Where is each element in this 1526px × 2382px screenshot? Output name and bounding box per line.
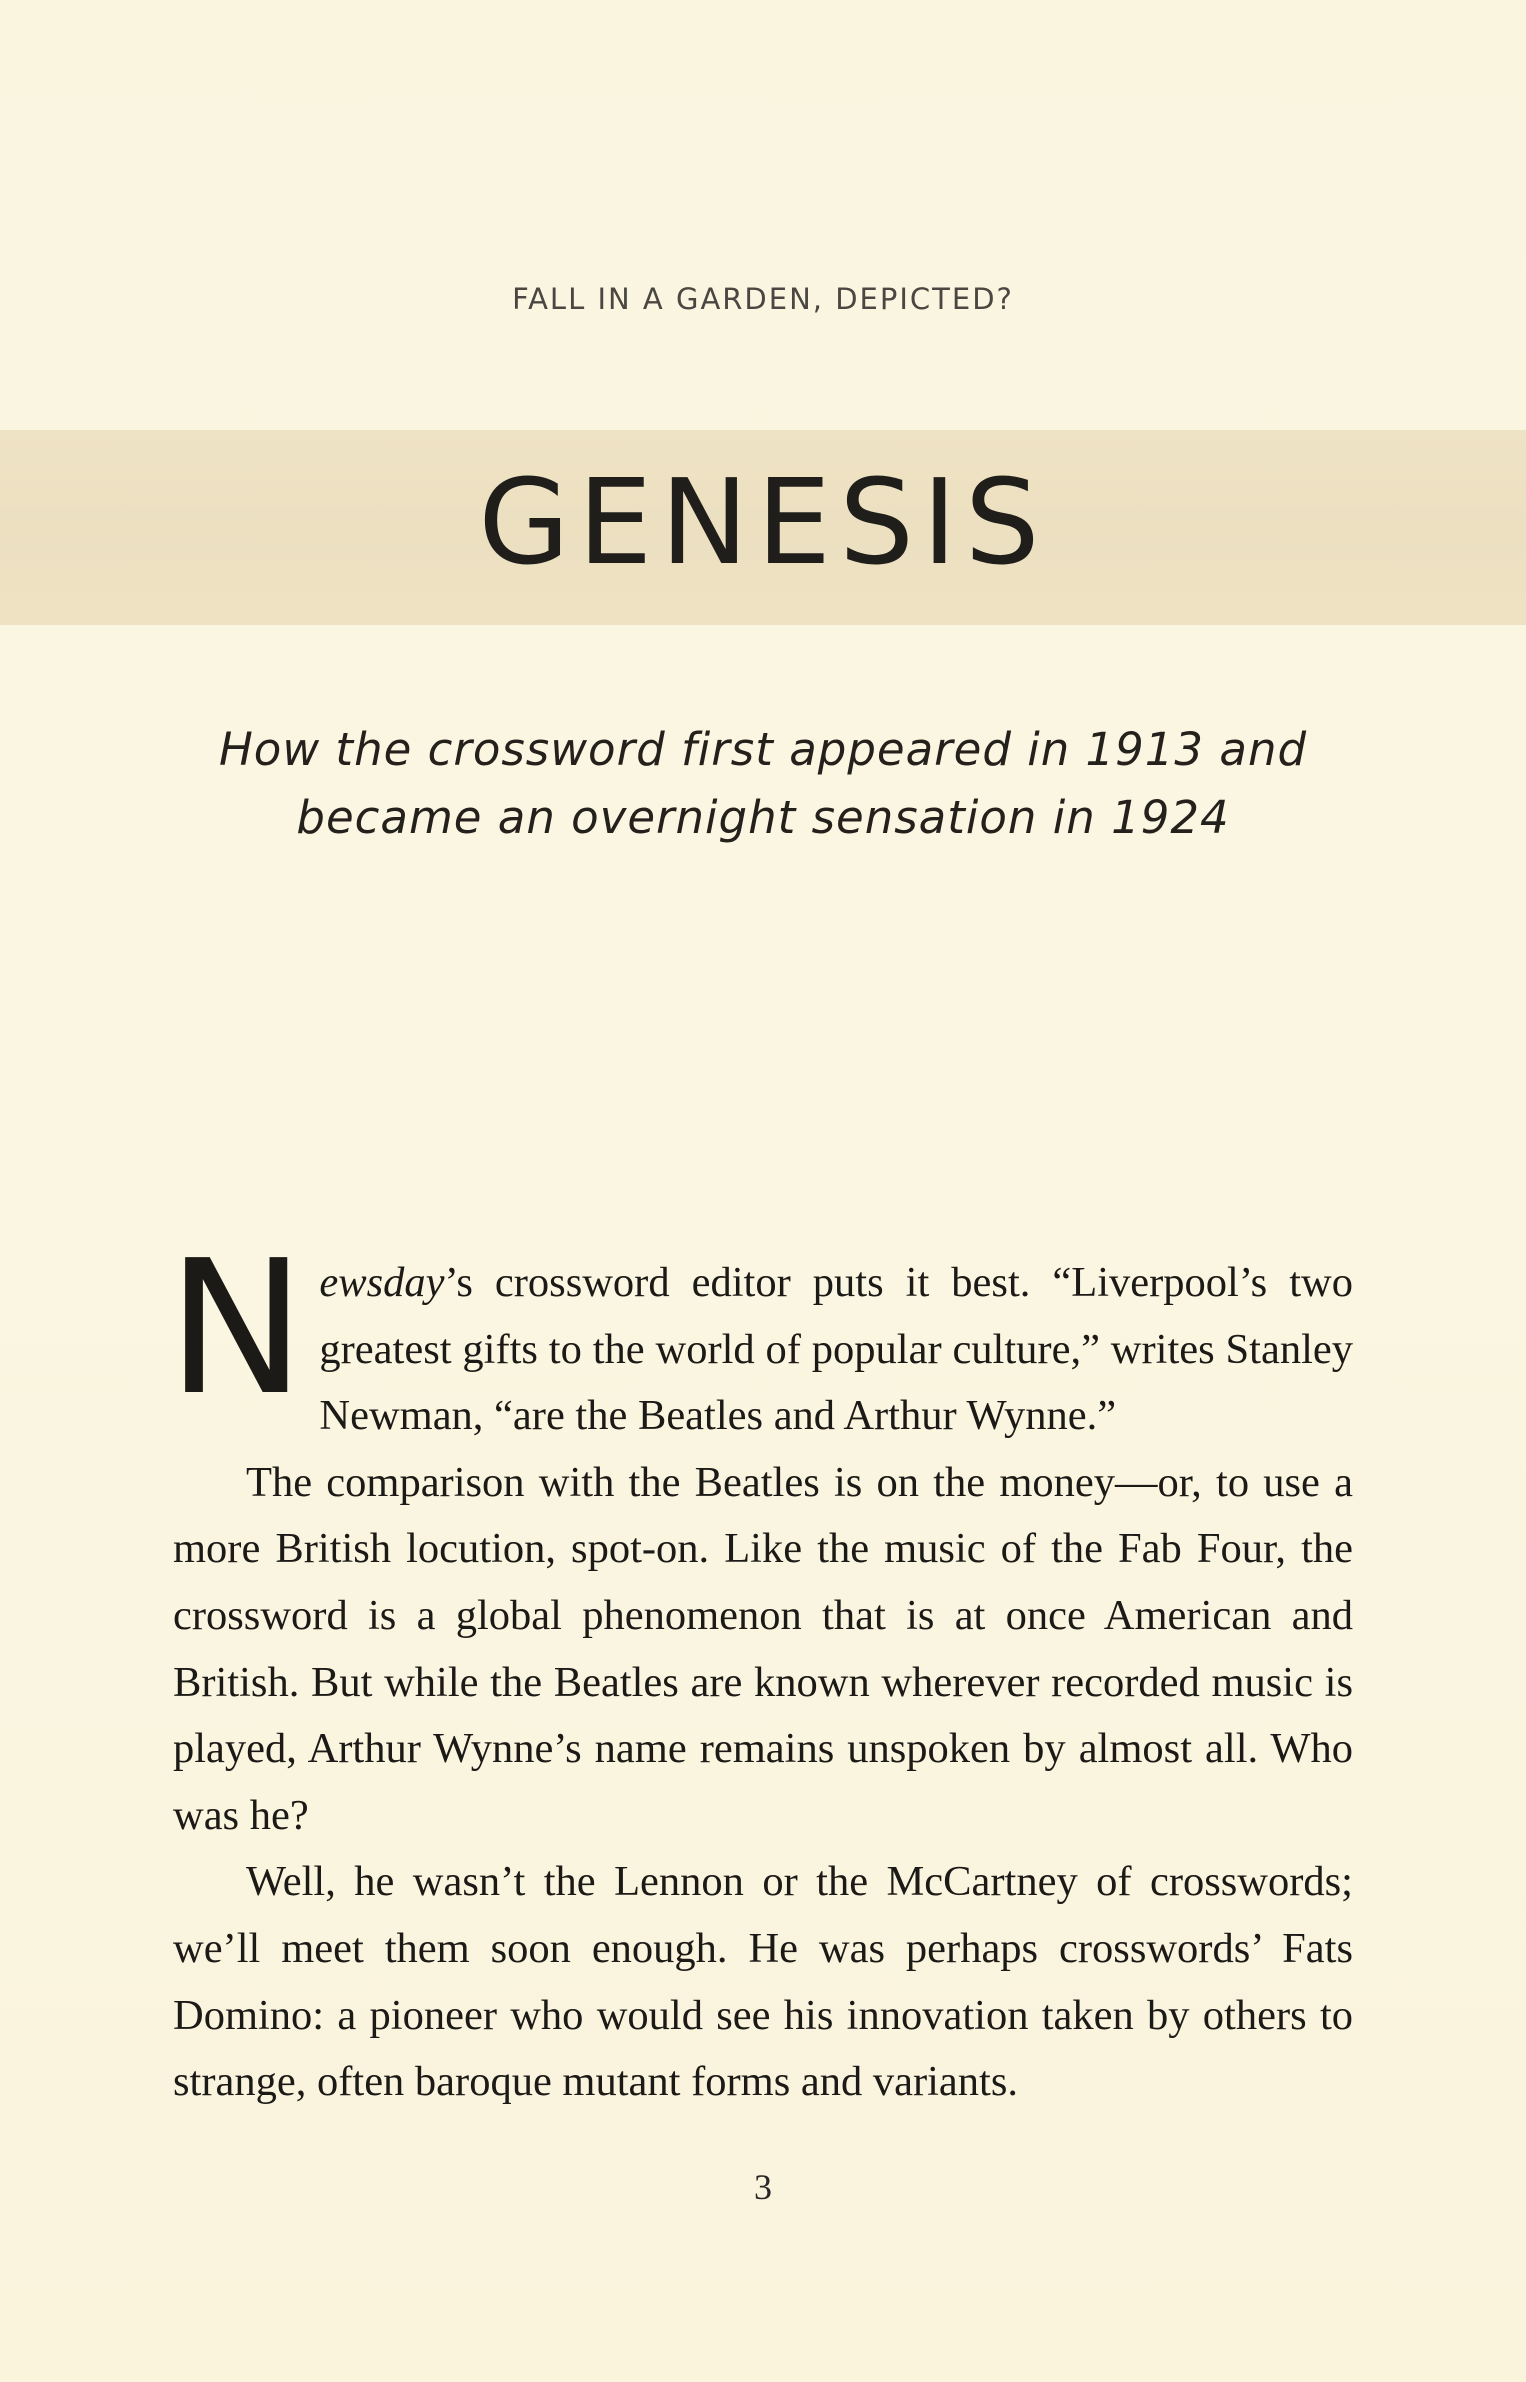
body-text (167, 1220, 1353, 2116)
running-head: FALL IN A GARDEN, DEPICTED? (512, 282, 1014, 316)
paragraph-2: The comparison with the Beatles is on the money—or, to use a more British locution, spot-on. Like the music of the Fab Four, the crossword is a global phenomenon that is at once American and British. But while the Beatles are known wherever recorded music is played, Arthur Wynne’s name remains unspoken by almost all. Who was he? (173, 1458, 1353, 1839)
paragraph-1-text: ’s crossword editor puts it best. “Liverpool’s two greatest gifts to the world of popular culture,” writes Stanley Newman, “are the Beatles and Arthur Wynne.” (319, 1259, 1353, 1440)
lead-word: ewsday (319, 1259, 445, 1306)
chapter-subtitle: How the crossword first appeared in 1913 and became an overnight sensation in 1924 (218, 723, 1308, 844)
paragraph-3: Well, he wasn’t the Lennon or the McCartney of crosswords; we’ll meet them soon enough. He was perhaps crosswords’ Fats Domino: a pioneer who would see his innovation taken by others to strange, often baroque mutant forms and variants. (173, 1858, 1353, 2106)
page-number: 3 (754, 2167, 772, 2207)
drop-cap: N (167, 1220, 306, 1436)
chapter-title: GENESIS (478, 453, 1048, 591)
paragraph-1 (167, 1220, 1353, 1450)
